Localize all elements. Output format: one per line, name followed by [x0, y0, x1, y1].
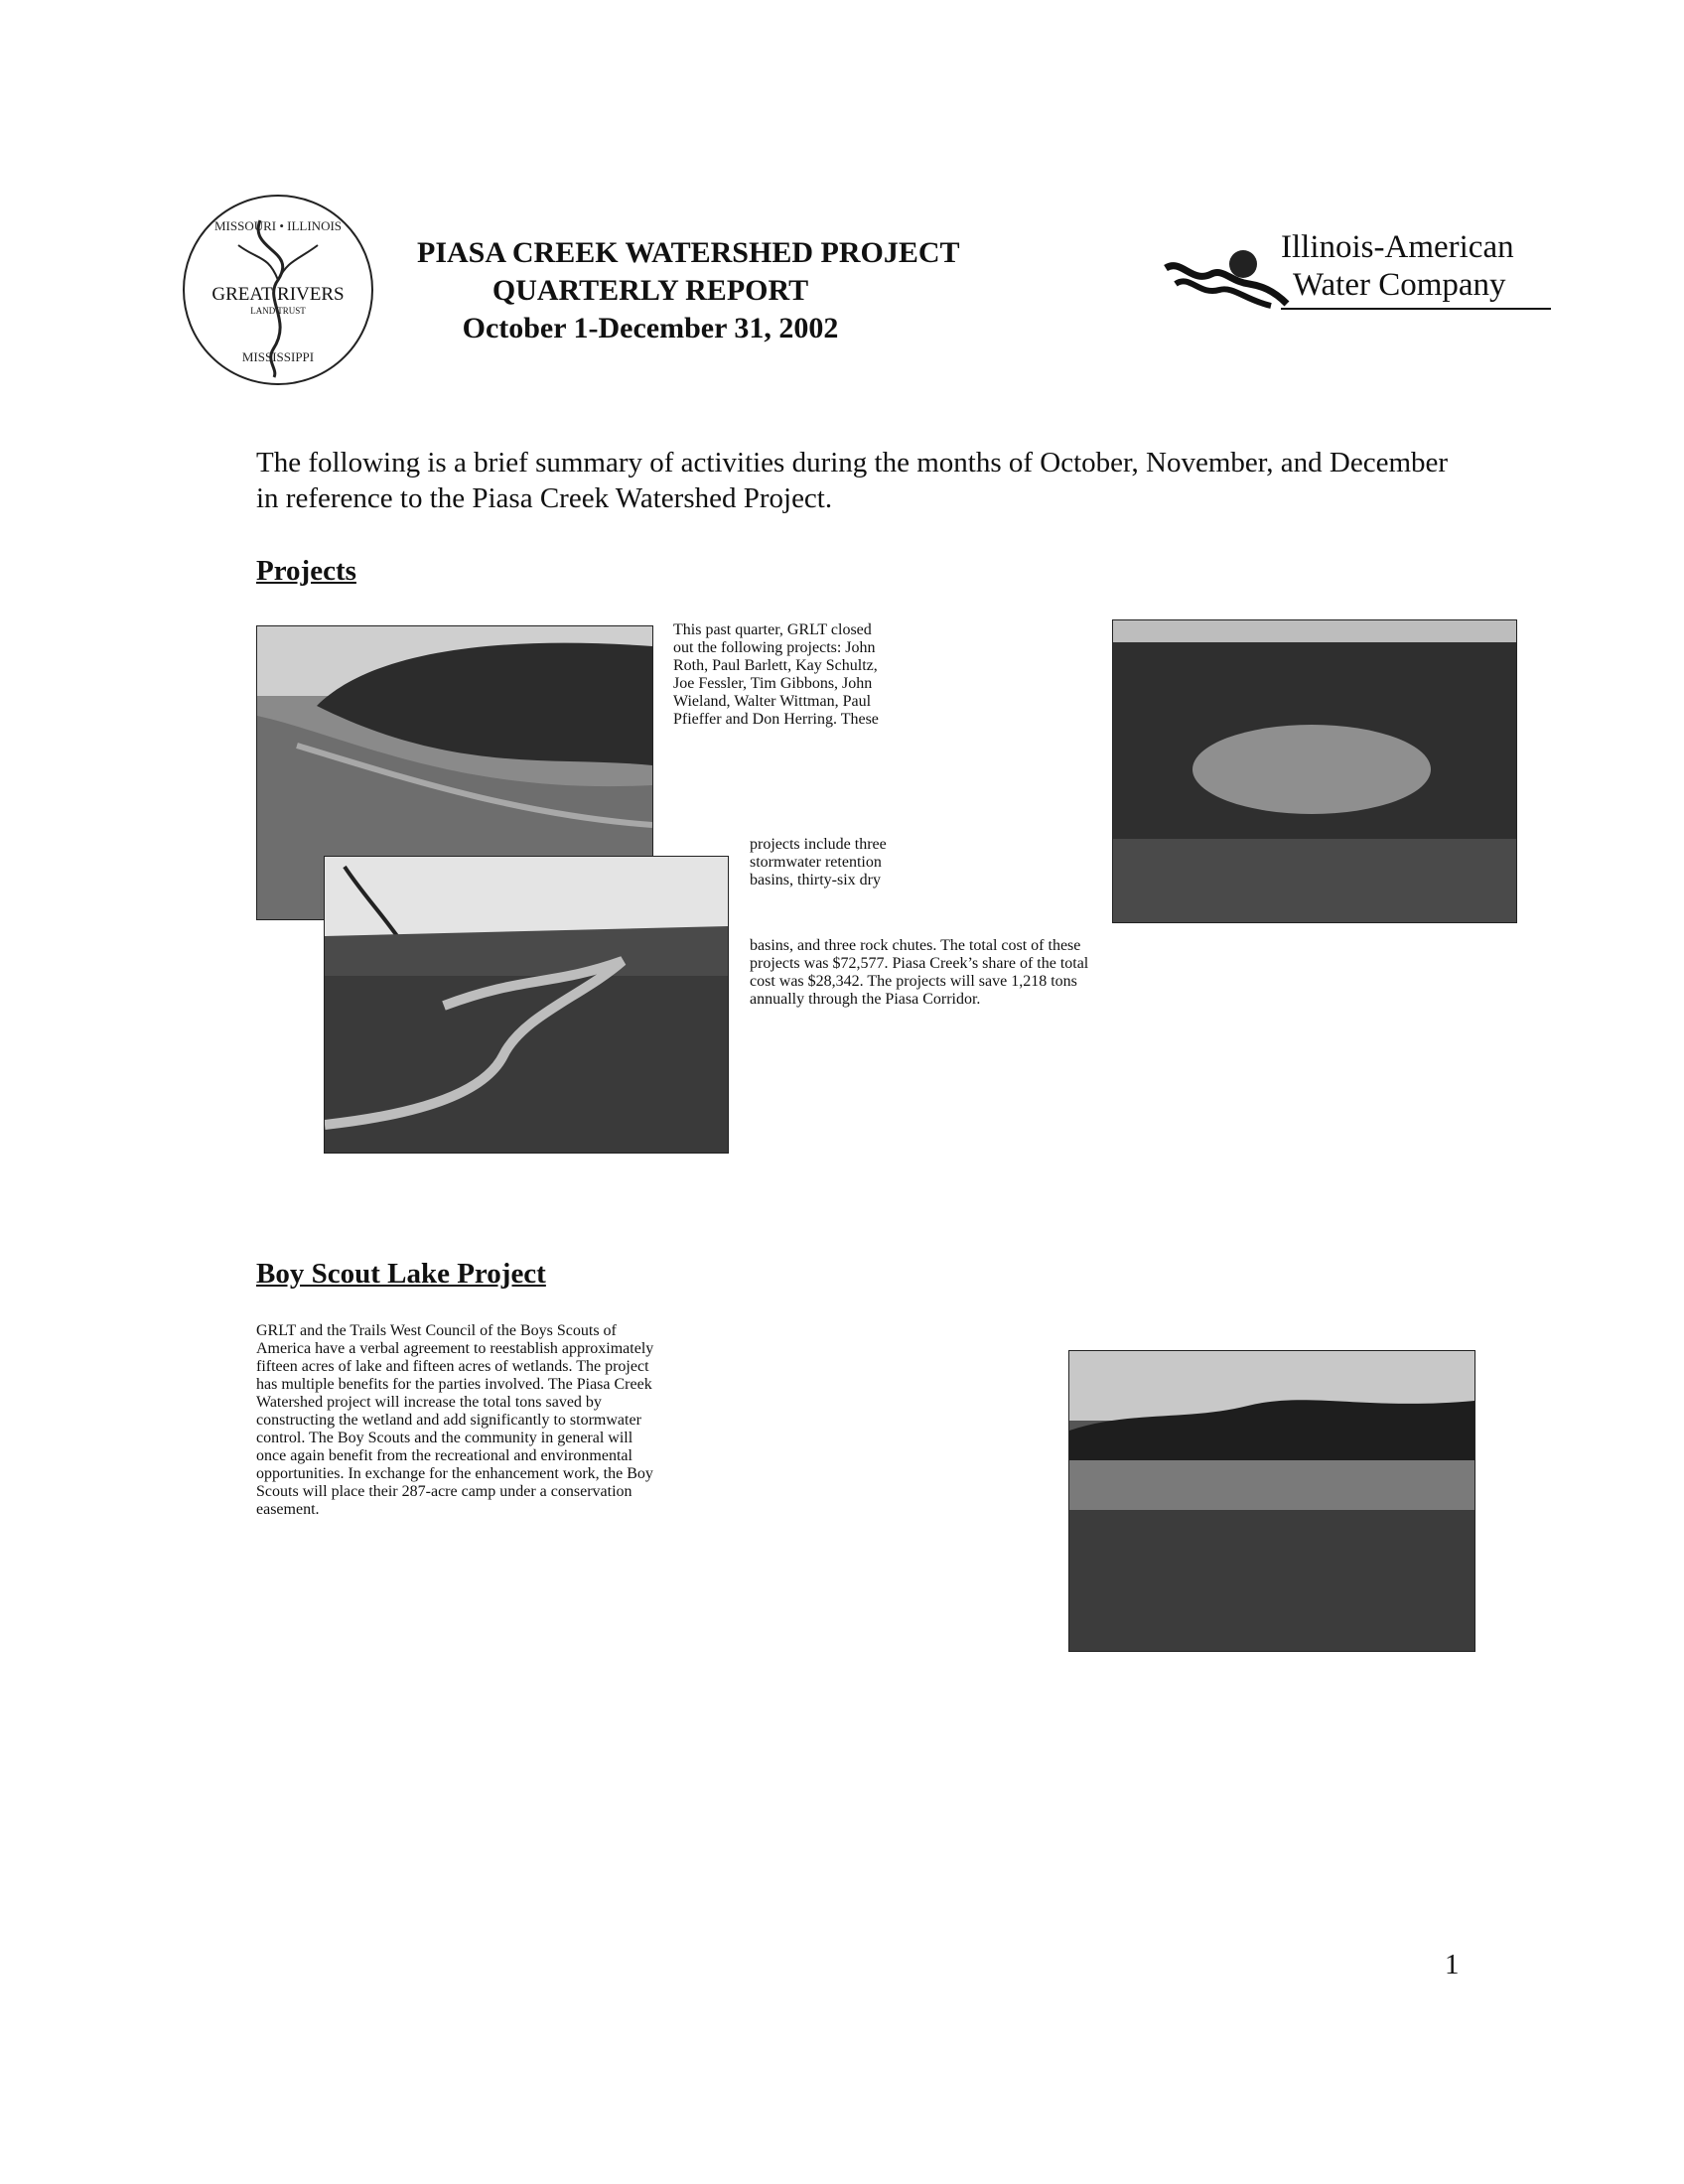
projects-line: Joe Fessler, Tim Gibbons, John	[673, 675, 873, 692]
boy-scout-line: Scouts will place their 287-acre camp under a conservation	[256, 1483, 632, 1500]
seal-ring-bottom: MISSISSIPPI	[241, 349, 315, 364]
projects-line: out the following projects: John	[673, 639, 876, 656]
boy-scout-line: control. The Boy Scouts and the community in general will	[256, 1430, 633, 1446]
page-number: 1	[1445, 1949, 1460, 1980]
projects-line: Roth, Paul Barlett, Kay Schultz,	[673, 657, 878, 674]
projects-line: projects include three	[750, 836, 887, 853]
seal-sub: LAND TRUST	[250, 306, 306, 316]
seal-name: GREAT RIVERS	[211, 284, 345, 305]
boy-scout-paragraph	[256, 1322, 1051, 1519]
boy-scout-heading: Boy Scout Lake Project	[256, 1258, 546, 1290]
intro-paragraph: The following is a brief summary of activities during the months of October, November, and December in reference to the Piasa Creek Watershed Project.	[256, 447, 1449, 514]
projects-line: projects was $72,577. Piasa Creek’s share of the total	[750, 955, 1089, 972]
iawc-line2: Water Company	[1293, 267, 1506, 303]
projects-line: stormwater retention	[750, 854, 882, 871]
boy-scout-line: Watershed project will increase the total tons saved by	[256, 1394, 602, 1411]
project-photo-waterway	[324, 856, 729, 1154]
projects-line: annually through the Piasa Corridor.	[750, 991, 981, 1008]
projects-text-middle	[750, 836, 1077, 889]
projects-line: Pfieffer and Don Herring. These	[673, 711, 879, 728]
iawc-underline	[1281, 308, 1551, 310]
projects-line: This past quarter, GRLT closed	[673, 621, 872, 638]
report-date-range: October 1-December 31, 2002	[462, 312, 839, 344]
illinois-american-water-logo	[1162, 226, 1559, 336]
seal-ring-top: MISSOURI • ILLINOIS	[213, 218, 343, 233]
boy-scout-line: America have a verbal agreement to reestablish approximately	[256, 1340, 654, 1357]
boy-scout-line: easement.	[256, 1501, 320, 1518]
projects-line: cost was $28,342. The projects will save 1,218 tons	[750, 973, 1077, 990]
boy-scout-line: once again benefit from the recreational and environmental	[256, 1447, 632, 1464]
iawc-name	[1281, 228, 1514, 304]
boy-scout-lake-photo	[1068, 1350, 1475, 1652]
water-drop-icon	[1162, 244, 1291, 324]
projects-line: Wieland, Walter Wittman, Paul	[673, 693, 872, 710]
great-rivers-land-trust-logo	[179, 191, 377, 389]
projects-heading: Projects	[256, 555, 356, 587]
report-header	[417, 234, 960, 347]
iawc-line1: Illinois-American	[1281, 229, 1514, 265]
report-subtitle: QUARTERLY REPORT	[491, 274, 809, 307]
boy-scout-line: constructing the wetland and add significantly to stormwater	[256, 1412, 641, 1429]
projects-text-bottom	[750, 937, 1445, 1009]
project-photo-basin	[1112, 619, 1517, 923]
boy-scout-line: fifteen acres of lake and fifteen acres of wetlands. The project	[256, 1358, 649, 1375]
projects-text-top	[673, 621, 1110, 729]
projects-line: basins, thirty-six dry	[750, 872, 881, 888]
projects-line: basins, and three rock chutes. The total cost of these	[750, 937, 1081, 954]
boy-scout-line: has multiple benefits for the parties involved. The Piasa Creek	[256, 1376, 652, 1393]
boy-scout-line: GRLT and the Trails West Council of the Boys Scouts of	[256, 1322, 617, 1339]
boy-scout-line: opportunities. In exchange for the enhancement work, the Boy	[256, 1465, 653, 1482]
report-title: PIASA CREEK WATERSHED PROJECT	[417, 236, 960, 269]
